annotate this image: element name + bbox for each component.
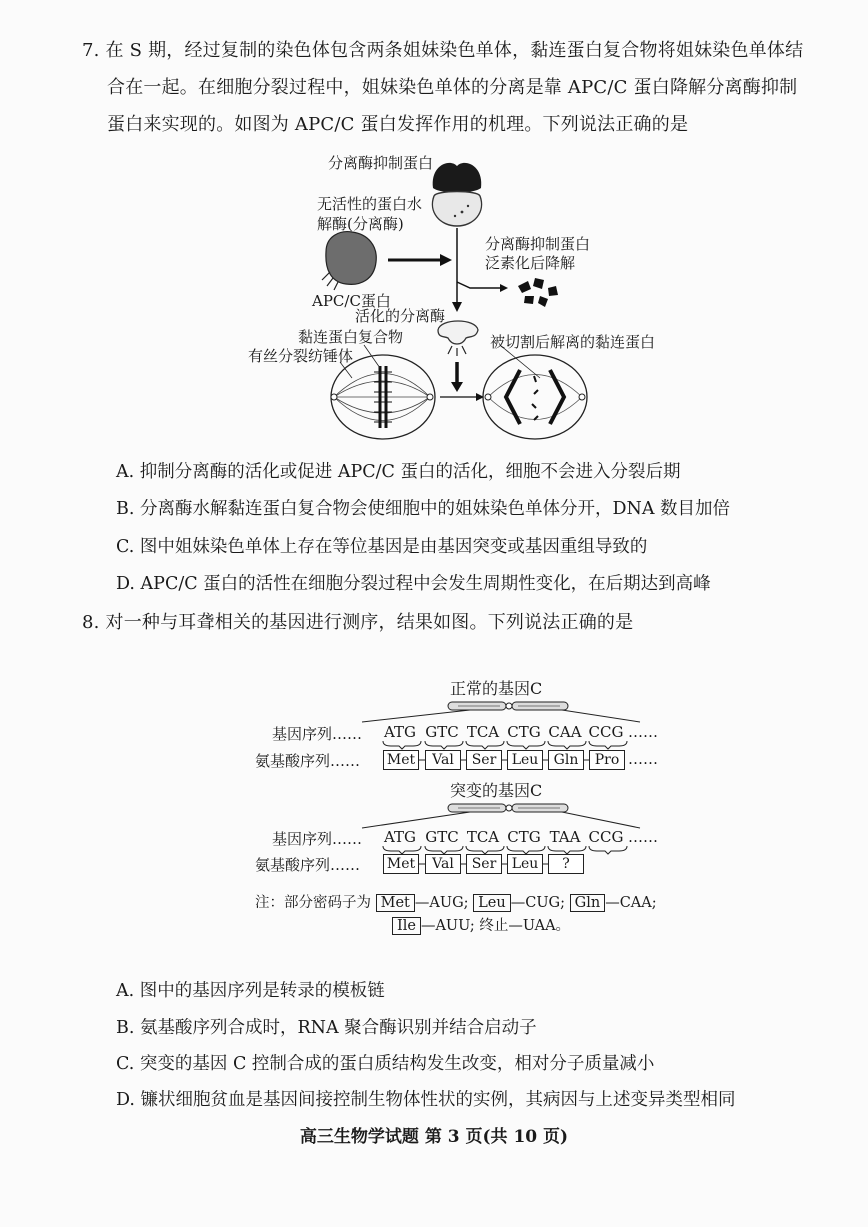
normal-amino-acid: Met [383,750,419,770]
note-ile-box: Ile [392,917,421,935]
q7-option-b: B. 分离酶水解黏连蛋白复合物会使细胞中的姐妹染色单体分开，DNA 数目加倍 [116,499,731,519]
normal-amino-acid: Leu [507,750,543,770]
note-gln-code: —CAA; [605,895,657,911]
note-prefix: 注：部分密码子为 [255,895,371,911]
normal-chromosome-shape [448,702,568,710]
note-leu-box: Leu [473,894,511,912]
q8-option-b: B. 氨基酸序列合成时，RNA 聚合酶识别并结合启动子 [116,1018,537,1038]
normal-amino-acid: Val [425,750,461,770]
normal-codon: ATG [384,723,416,741]
mutant-codon: TAA [549,828,581,846]
note-met-code: —AUG; [414,895,469,911]
mutant-chromosome-shape [448,804,568,812]
mutant-codon: CTG [507,828,541,846]
normal-codon: GTC [425,723,459,741]
mutant-codon: TCA [466,828,500,846]
normal-codon: CTG [507,723,541,741]
q7-option-a: A. 抑制分离酶的活化或促进 APC/C 蛋白的活化，细胞不会进入分裂后期 [116,462,681,482]
codon-note-line-2 [392,914,570,935]
label-apcc: APC/C蛋白 [312,292,391,310]
normal-gene-title: 正常的基因C [450,679,543,698]
mutant-amino-acid-unknown: ? [548,854,584,874]
note-leu-code: —CUG; [510,895,566,911]
normal-amino-acid: Pro [589,750,625,770]
normal-codon: CAA [548,723,582,741]
mutant-gene-title: 突变的基因C [450,781,543,800]
q8-option-a: A. 图中的基因序列是转录的模板链 [116,981,385,1001]
normal-seq-label: 基因序列…… [272,725,363,743]
normal-amino-acid: Ser [466,750,502,770]
label-inhibitor: 分离酶抑制蛋白 [328,154,434,172]
note-met-box: Met [376,894,415,912]
q7-stem-line-1: 7. 在 S 期，经过复制的染色体包含两条姐妹染色单体，黏连蛋白复合物将姐妹染色单体结 [82,40,804,61]
normal-amino-acid: Gln [548,750,584,770]
note-gln-box: Gln [570,894,606,912]
q8-option-d: D. 镰状细胞贫血是基因间接控制生物体性状的实例，其病因与上述变异类型相同 [116,1090,736,1110]
label-inactive-2: 解酶(分离酶) [317,215,404,233]
label-degrade-1: 分离酶抑制蛋白 [485,235,591,253]
mutant-seq-label: 基因序列…… [272,830,363,848]
mutant-amino-acid: Ser [466,854,502,874]
normal-aa-dots: …… [628,750,658,768]
mutant-codon: ATG [384,828,416,846]
codon-note-line-1 [255,891,657,912]
normal-seq-dots: …… [628,723,658,741]
q8-stem: 8. 对一种与耳聋相关的基因进行测序，结果如图。下列说法正确的是 [82,612,634,633]
normal-codon: TCA [466,723,500,741]
mutant-codon: GTC [425,828,459,846]
label-cleaved: 被切割后解离的黏连蛋白 [490,333,656,351]
q7-stem-line-2: 合在一起。在细胞分裂过程中，姐妹染色单体的分离是靠 APC/C 蛋白降解分离酶抑制 [107,77,798,98]
label-cohesin: 黏连蛋白复合物 [298,328,404,346]
label-activated: 活化的分离酶 [355,307,446,325]
mutant-amino-acid: Leu [507,854,543,874]
mutant-aa-label: 氨基酸序列…… [255,856,361,874]
mutant-codon: CCG [588,828,624,846]
label-spindle: 有丝分裂纺锤体 [248,347,354,365]
label-degrade-2: 泛素化后降解 [485,254,576,272]
note-ile-code: —AUU; 终止—UAA。 [420,918,571,934]
q7-option-d: D. APC/C 蛋白的活性在细胞分裂过程中会发生周期性变化，在后期达到高峰 [116,574,711,594]
q8-option-c: C. 突变的基因 C 控制合成的蛋白质结构发生改变，相对分子质量减小 [116,1054,655,1074]
q7-stem-line-3: 蛋白来实现的。如图为 APC/C 蛋白发挥作用的机理。下列说法正确的是 [107,114,689,135]
page-footer: 高三生物学试题 第 3 页(共 10 页) [299,1127,569,1147]
q7-option-c: C. 图中姐妹染色单体上存在等位基因是由基因突变或基因重组导致的 [116,537,648,557]
mutant-seq-dots: …… [628,828,658,846]
normal-aa-label: 氨基酸序列…… [255,752,361,770]
label-inactive-1: 无活性的蛋白水 [317,195,423,213]
mutant-amino-acid: Val [425,854,461,874]
normal-codon: CCG [588,723,624,741]
mutant-amino-acid: Met [383,854,419,874]
